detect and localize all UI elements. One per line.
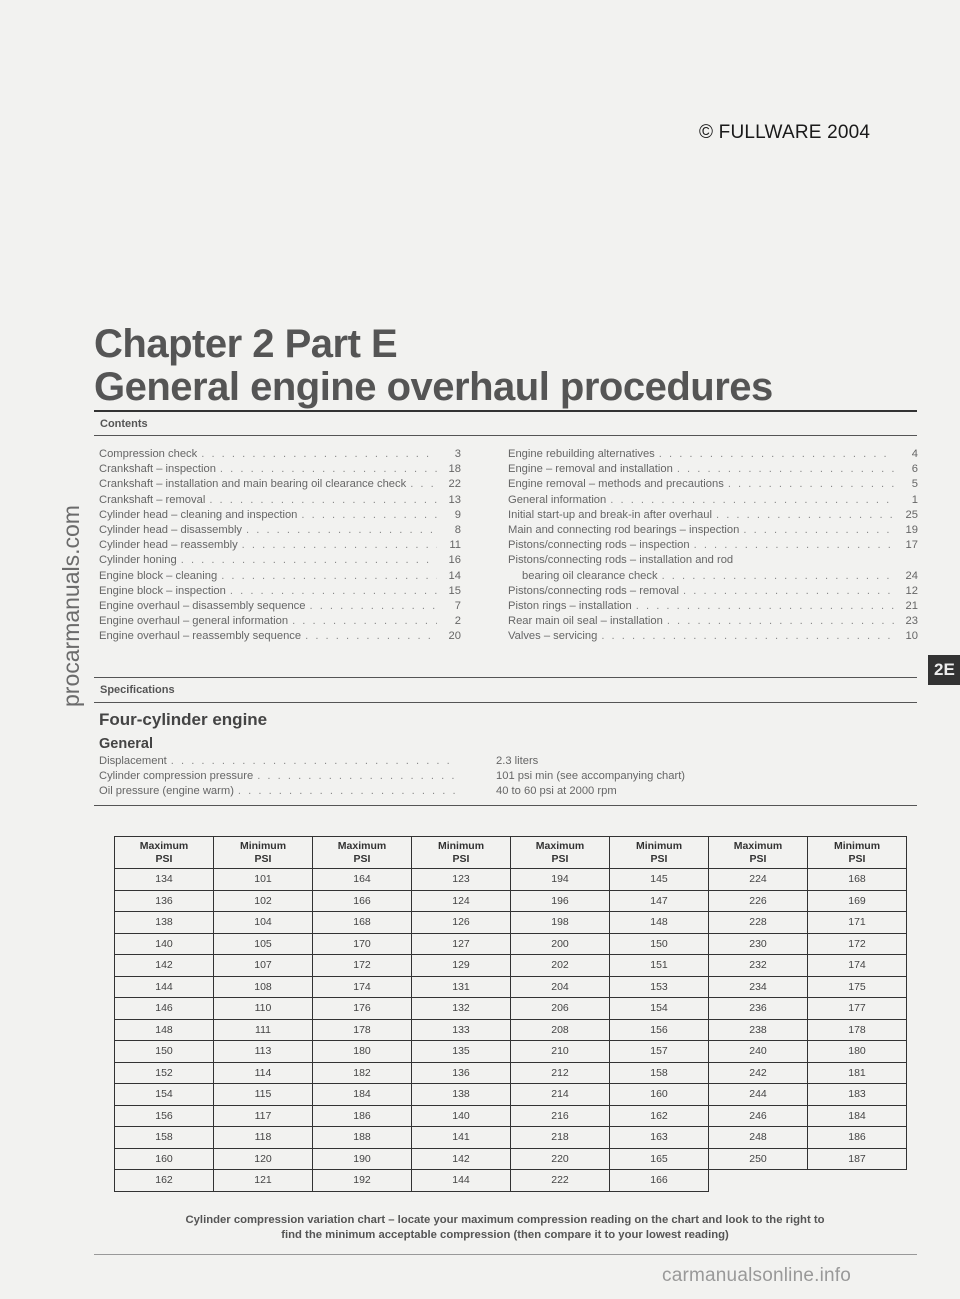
table-cell: 168 (808, 869, 907, 891)
table-cell: 154 (115, 1084, 214, 1106)
table-cell: 113 (214, 1041, 313, 1063)
table-row (115, 890, 907, 912)
spec-value: 101 psi min (see accompanying chart) (496, 770, 686, 782)
table-header-cell (214, 837, 313, 869)
toc-entry-section-number: 14 (448, 569, 461, 582)
chapter-heading: Chapter 2 Part E (94, 322, 398, 366)
table-cell: 183 (808, 1084, 907, 1106)
table-header-cell (511, 837, 610, 869)
table-cell: 124 (412, 890, 511, 912)
table-cell: 192 (313, 1170, 412, 1192)
header-label: Maximum (337, 839, 387, 852)
table-cell: 224 (709, 869, 808, 891)
toc-entry-title: Pistons/connecting rods – inspection (508, 539, 690, 552)
spec-value: 40 to 60 psi at 2000 rpm (496, 785, 617, 797)
header-label: Maximum (733, 839, 783, 852)
spec-labels (99, 754, 461, 800)
table-cell: 136 (412, 1062, 511, 1084)
toc-entry-section-number: 5 (911, 478, 918, 491)
toc-entry-title: Engine removal – methods and precautions (508, 478, 724, 491)
table-cell: 107 (214, 955, 313, 977)
toc-entry-section-number: 16 (448, 554, 461, 567)
toc-entry-section-number: 13 (448, 493, 461, 506)
table-cell: 214 (511, 1084, 610, 1106)
toc-entry-section-number: 23 (905, 615, 918, 628)
table-cell: 242 (709, 1062, 808, 1084)
table-cell: 169 (808, 890, 907, 912)
table-cell: 176 (313, 998, 412, 1020)
table-cell: 164 (313, 869, 412, 891)
table-cell: 236 (709, 998, 808, 1020)
toc-entry (99, 599, 461, 614)
toc-entry (99, 477, 461, 492)
table-cell: 154 (610, 998, 709, 1020)
table-row (115, 1062, 907, 1084)
toc-entry-section-number: 4 (911, 448, 918, 460)
header-unit: PSI (848, 852, 866, 865)
header-label: Minimum (437, 839, 485, 852)
table-row (115, 955, 907, 977)
table-cell: 138 (115, 912, 214, 934)
table-cell: 182 (313, 1062, 412, 1084)
table-cell: 131 (412, 976, 511, 998)
table-cell: 232 (709, 955, 808, 977)
table-cell: 132 (412, 998, 511, 1020)
toc-entry-title: Crankshaft – removal (99, 493, 206, 506)
toc-entry (508, 447, 918, 462)
toc-entry (99, 553, 461, 568)
toc-entry-title: Engine overhaul – reassembly sequence (99, 630, 302, 643)
table-cell: 175 (808, 976, 907, 998)
toc-entry-section-number: 12 (905, 584, 918, 597)
toc-entry-section-number: 1 (911, 493, 918, 506)
table-cell: 184 (313, 1084, 412, 1106)
toc-entry-title: Piston rings – installation (508, 599, 632, 612)
toc-entry-section-number: 6 (911, 463, 918, 476)
table-cell: 180 (808, 1041, 907, 1063)
spec-values (496, 754, 685, 799)
toc-entry-section-number: 10 (905, 630, 918, 643)
toc-entry (508, 477, 918, 492)
toc-entry-section-number: 22 (448, 478, 461, 491)
toc-entry (99, 614, 461, 629)
table-cell: 144 (412, 1170, 511, 1192)
table-cell: 196 (511, 890, 610, 912)
table-cell: 160 (115, 1148, 214, 1170)
toc-entry (99, 523, 461, 538)
table-cell: 170 (313, 933, 412, 955)
spec-label: Oil pressure (engine warm) (99, 785, 234, 798)
table-cell: 145 (610, 869, 709, 891)
table-cell: 174 (808, 955, 907, 977)
toc-entry (99, 508, 461, 523)
table-cell: 206 (511, 998, 610, 1020)
toc-entry-title: Pistons/connecting rods – removal (508, 584, 680, 597)
toc-entry-title: Engine – removal and installation (508, 463, 673, 476)
table-cell: 135 (412, 1041, 511, 1063)
table-row (115, 1148, 907, 1170)
table-cell: 186 (313, 1105, 412, 1127)
table-cell: 129 (412, 955, 511, 977)
table-cell: 165 (610, 1148, 709, 1170)
toc-entry-section-number: 7 (454, 599, 461, 612)
chapter-tab-2e: 2E (928, 655, 960, 685)
toc-entry (508, 569, 918, 584)
table-cell: 240 (709, 1041, 808, 1063)
toc-entry-title: Rear main oil seal – installation (508, 615, 663, 628)
table-cell: 244 (709, 1084, 808, 1106)
table-row (115, 933, 907, 955)
table-cell: 111 (214, 1019, 313, 1041)
toc-entry-title: Crankshaft – installation and main bearing oil clearance check (99, 478, 407, 491)
header-label: Maximum (535, 839, 585, 852)
title-rule (94, 410, 917, 412)
header-label: Minimum (635, 839, 683, 852)
table-cell: 134 (115, 869, 214, 891)
toc-entry-title: Engine rebuilding alternatives (508, 448, 655, 460)
table-header-cell (610, 837, 709, 869)
table-header-cell (412, 837, 511, 869)
table-cell: 181 (808, 1062, 907, 1084)
table-cell: 204 (511, 976, 610, 998)
table-cell: 123 (412, 869, 511, 891)
table-caption (110, 1213, 900, 1243)
toc-entry (99, 447, 461, 462)
table-cell: 162 (610, 1105, 709, 1127)
toc-entry-title: Engine block – cleaning (99, 569, 218, 582)
table-cell: 142 (412, 1148, 511, 1170)
table-cell: 250 (709, 1148, 808, 1170)
spec-label: Cylinder compression pressure (99, 770, 254, 783)
table-cell: 200 (511, 933, 610, 955)
table-row (115, 976, 907, 998)
watermark-vertical: procarmanuals.com (58, 505, 84, 707)
caption-line-1: Cylinder compression variation chart – locate your maximum compression reading on the chart and look to the right to (185, 1214, 825, 1226)
table-cell: 230 (709, 933, 808, 955)
table-row (115, 1041, 907, 1063)
table-cell: 208 (511, 1019, 610, 1041)
table-cell: 114 (214, 1062, 313, 1084)
table-header-cell (313, 837, 412, 869)
spec-value: 2.3 liters (496, 755, 539, 767)
toc-entry (508, 599, 918, 614)
table-cell: 248 (709, 1127, 808, 1149)
table-cell: 222 (511, 1170, 610, 1192)
header-unit: PSI (254, 852, 272, 865)
table-cell: 118 (214, 1127, 313, 1149)
table-cell: 140 (115, 933, 214, 955)
toc-entry (99, 493, 461, 508)
toc-entry-title: Cylinder honing (99, 554, 177, 567)
header-unit: PSI (749, 852, 767, 865)
table-cell: 138 (412, 1084, 511, 1106)
toc-entry-section-number: 17 (905, 539, 918, 552)
table-cell: 148 (115, 1019, 214, 1041)
toc-entry-title: General information (508, 493, 607, 506)
table-row (115, 912, 907, 934)
table-cell: 174 (313, 976, 412, 998)
toc-entry-title: Cylinder head – reassembly (99, 539, 238, 552)
table-cell: 177 (808, 998, 907, 1020)
toc-entry-section-number: 15 (448, 584, 461, 597)
table-cell: 156 (610, 1019, 709, 1041)
table-cell: 102 (214, 890, 313, 912)
table-cell: 218 (511, 1127, 610, 1149)
table-cell: 156 (115, 1105, 214, 1127)
table-cell: 146 (115, 998, 214, 1020)
table-cell: 187 (808, 1148, 907, 1170)
table-row (115, 1105, 907, 1127)
table-cell: 147 (610, 890, 709, 912)
toc-entry (508, 508, 918, 523)
table-cell: 160 (610, 1084, 709, 1106)
toc-entry-title: Engine overhaul – general information (99, 615, 289, 628)
table-header-cell (709, 837, 808, 869)
table-cell: 178 (808, 1019, 907, 1041)
toc-entry-title: Valves – servicing (508, 630, 598, 643)
table-cell: 212 (511, 1062, 610, 1084)
table-cell: 163 (610, 1127, 709, 1149)
header-unit: PSI (650, 852, 668, 865)
table-cell: 153 (610, 976, 709, 998)
table-cell: 136 (115, 890, 214, 912)
table-row (115, 1170, 907, 1192)
table-cell: 172 (808, 933, 907, 955)
header-label: Maximum (139, 839, 189, 852)
contents-rule (94, 435, 917, 436)
toc-entry (508, 614, 918, 629)
toc-entry-section-number: 18 (448, 463, 461, 476)
table-cell: 157 (610, 1041, 709, 1063)
toc-entry (99, 462, 461, 477)
toc-entry-title: bearing oil clearance check (522, 569, 658, 582)
toc-entry-title: Main and connecting rod bearings – inspection (508, 523, 740, 536)
toc-entry-title: Initial start-up and break-in after overhaul (508, 508, 712, 521)
table-cell: 186 (808, 1127, 907, 1149)
table-cell: 171 (808, 912, 907, 934)
toc-entry-title: Pistons/connecting rods – installation and rod (508, 554, 734, 567)
table-cell: 152 (115, 1062, 214, 1084)
toc-bottom-rule (94, 677, 917, 678)
caption-bottom-rule (94, 1254, 917, 1255)
table-cell: 178 (313, 1019, 412, 1041)
table-cell: 126 (412, 912, 511, 934)
table-cell: 188 (313, 1127, 412, 1149)
toc-entry (99, 584, 461, 599)
table-cell: 115 (214, 1084, 313, 1106)
table-cell: 246 (709, 1105, 808, 1127)
table-row (115, 1019, 907, 1041)
header-unit: PSI (155, 852, 173, 865)
toc-entry-section-number: 24 (905, 569, 918, 582)
table-header-cell (115, 837, 214, 869)
table-cell: 194 (511, 869, 610, 891)
toc-entry-title: Cylinder head – cleaning and inspection (99, 508, 298, 521)
table-cell: 120 (214, 1148, 313, 1170)
table-row (115, 998, 907, 1020)
toc-entry (508, 462, 918, 477)
toc-entry (508, 493, 918, 508)
table-cell: 105 (214, 933, 313, 955)
general-heading: General (99, 736, 153, 752)
toc-entry-title: Compression check (99, 448, 198, 460)
table-cell: 216 (511, 1105, 610, 1127)
toc-entry (99, 569, 461, 584)
toc-entry-title: Crankshaft – inspection (99, 463, 216, 476)
table-cell: 140 (412, 1105, 511, 1127)
toc-entry (508, 584, 918, 599)
table-cell: 121 (214, 1170, 313, 1192)
table-header-row (115, 837, 907, 869)
header-unit: PSI (551, 852, 569, 865)
table-cell: 127 (412, 933, 511, 955)
specs-bottom-rule (94, 805, 917, 806)
table-header-cell (808, 837, 907, 869)
toc-entry (508, 523, 918, 538)
toc-entry-section-number: 20 (448, 630, 461, 643)
specifications-rule (94, 702, 917, 703)
toc-entry-section-number: 11 (449, 539, 461, 552)
toc-entry-title: Engine overhaul – disassembly sequence (99, 599, 306, 612)
table-cell: 158 (115, 1127, 214, 1149)
toc-entry (508, 629, 918, 644)
table-cell: 166 (610, 1170, 709, 1192)
table-cell (709, 1170, 808, 1192)
toc-entry (99, 538, 461, 553)
footer-site: carmanualsonline.info (662, 1265, 852, 1286)
toc-entry-section-number: 2 (454, 615, 461, 628)
copyright-notice: © FULLWARE 2004 (699, 122, 871, 143)
header-unit: PSI (353, 852, 371, 865)
table-cell: 162 (115, 1170, 214, 1192)
header-label: Minimum (239, 839, 287, 852)
table-cell: 220 (511, 1148, 610, 1170)
toc-entry-section-number: 3 (454, 448, 461, 460)
contents-label: Contents (100, 418, 148, 430)
table-cell: 150 (610, 933, 709, 955)
table-cell: 101 (214, 869, 313, 891)
specifications-label: Specifications (100, 684, 175, 696)
table-cell: 110 (214, 998, 313, 1020)
toc-entry-section-number: 8 (454, 523, 461, 536)
table-cell: 144 (115, 976, 214, 998)
toc-right-column (508, 447, 918, 644)
toc-entry-section-number: 19 (905, 523, 918, 536)
toc-entry (508, 538, 918, 553)
table-cell: 166 (313, 890, 412, 912)
table-cell: 184 (808, 1105, 907, 1127)
table-cell: 148 (610, 912, 709, 934)
toc-entry (99, 629, 461, 644)
table-cell: 202 (511, 955, 610, 977)
table-cell: 172 (313, 955, 412, 977)
table-row (115, 869, 907, 891)
spec-label: Displacement (99, 755, 167, 767)
header-unit: PSI (452, 852, 470, 865)
table-cell: 190 (313, 1148, 412, 1170)
table-cell: 141 (412, 1127, 511, 1149)
four-cylinder-heading: Four-cylinder engine (99, 710, 268, 729)
table-cell: 133 (412, 1019, 511, 1041)
compression-variation-table (114, 836, 907, 1192)
table-cell: 104 (214, 912, 313, 934)
toc-entry-title: Engine block – inspection (99, 584, 226, 597)
table-cell: 108 (214, 976, 313, 998)
chapter-title: General engine overhaul procedures (94, 365, 773, 409)
table-cell: 142 (115, 955, 214, 977)
caption-line-2: find the minimum acceptable compression (then compare it to your lowest reading) (281, 1229, 729, 1241)
toc-entry-section-number: 9 (454, 508, 461, 521)
toc-entry (508, 553, 918, 568)
table-cell: 228 (709, 912, 808, 934)
table-cell: 151 (610, 955, 709, 977)
table-cell: 210 (511, 1041, 610, 1063)
toc-entry-title: Cylinder head – disassembly (99, 523, 243, 536)
table-cell (808, 1170, 907, 1192)
table-cell: 226 (709, 890, 808, 912)
toc-entry-section-number: 25 (905, 508, 918, 521)
table-cell: 238 (709, 1019, 808, 1041)
table-cell: 158 (610, 1062, 709, 1084)
header-label: Minimum (833, 839, 881, 852)
table-cell: 150 (115, 1041, 214, 1063)
table-cell: 117 (214, 1105, 313, 1127)
table-cell: 198 (511, 912, 610, 934)
toc-left-column (99, 447, 461, 644)
table-cell: 180 (313, 1041, 412, 1063)
table-row (115, 1084, 907, 1106)
table-cell: 234 (709, 976, 808, 998)
table-cell: 168 (313, 912, 412, 934)
table-row (115, 1127, 907, 1149)
toc-entry-section-number: 21 (905, 599, 918, 612)
